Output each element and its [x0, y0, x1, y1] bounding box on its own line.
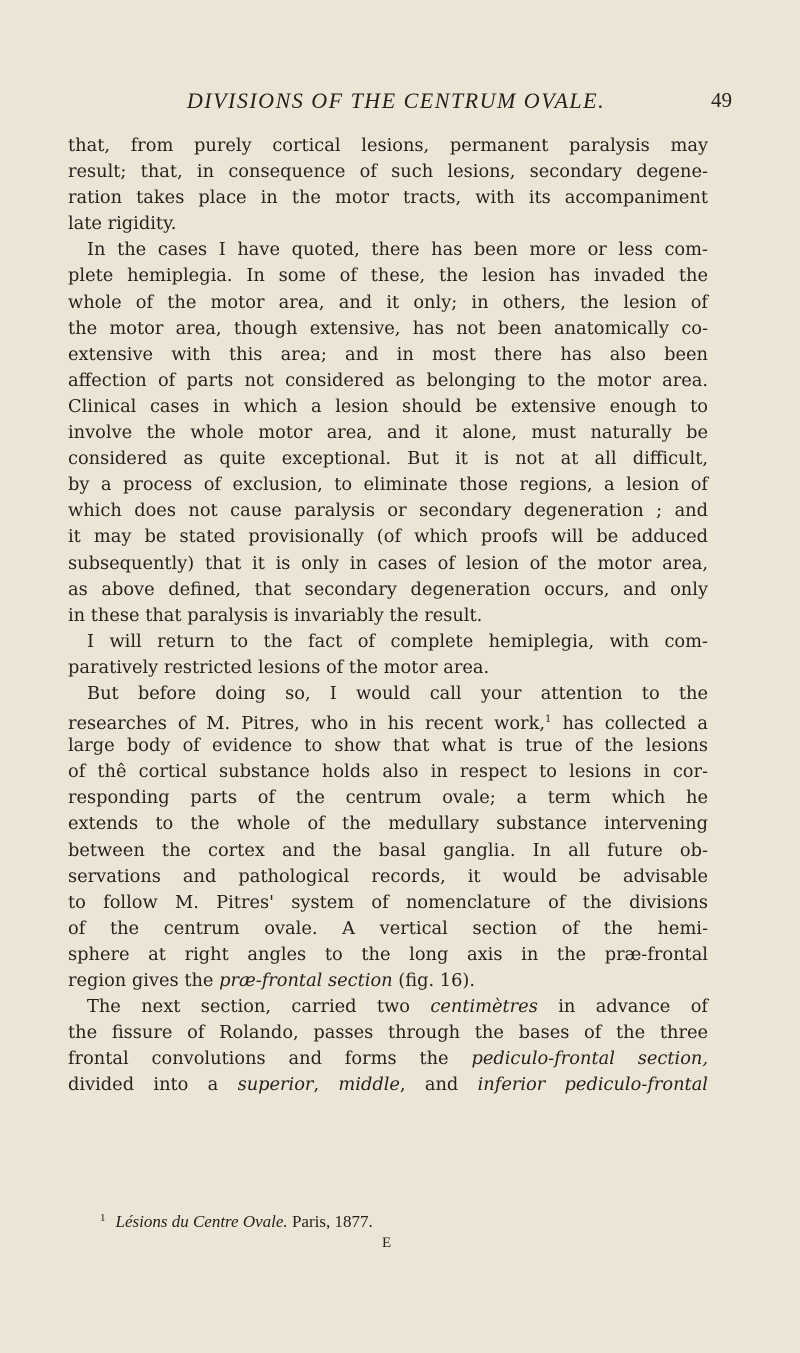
footnote-reference: 1 [545, 714, 552, 726]
text-line: as above defined, that secondary degeneration occurs, and only [68, 578, 708, 600]
text-line: But before doing so, I would call your attention to the [87, 682, 708, 704]
text-line: in these that paralysis is invariably the result. [68, 604, 483, 626]
text-line [68, 707, 708, 733]
text-line: Clinical cases in which a lesion should be extensive enough to [68, 395, 708, 417]
text-line: involve the whole motor area, and it alone, must naturally be [68, 422, 708, 444]
footnote-title: Lésions du Centre Ovale. [115, 1212, 288, 1231]
text-segment: region gives the [68, 970, 214, 991]
text-line: of the centrum ovale. A vertical section of the hemi- [68, 917, 708, 939]
running-title: DIVISIONS OF THE CENTRUM OVALE. [186, 88, 606, 113]
text-line [68, 994, 708, 1020]
page-number: 49 [711, 88, 732, 112]
text-line: whole of the motor area, and it only; in others, the lesion of [68, 291, 708, 313]
text-line: plete hemiplegia. In some of these, the lesion has invaded the [68, 265, 708, 287]
text-line: the motor area, though extensive, has not been anatomically co- [68, 317, 708, 339]
italic-term: superior [237, 1074, 314, 1096]
body-text [68, 133, 708, 1098]
text-line: servations and pathological records, it would be advisable [68, 865, 708, 887]
text-line: that, from purely cortical lesions, permanent paralysis may [68, 135, 708, 156]
text-line: large body of evidence to show that what is true of the lesions [68, 735, 708, 757]
text-line [68, 968, 708, 994]
text-segment: The next section, carried two [87, 996, 410, 1018]
text-line: sphere at right angles to the long axis in the præ-frontal [68, 943, 708, 965]
footnote [100, 1212, 373, 1232]
text-segment: frontal convolutions and forms the [68, 1048, 449, 1070]
text-line: it may be stated provisionally (of which proofs will be adduced [68, 526, 708, 548]
text-line: the fissure of Rolando, passes through the bases of the three [68, 1022, 708, 1044]
text-line: extends to the whole of the medullary substance intervening [68, 813, 708, 835]
text-line: late rigidity. [68, 213, 177, 235]
footnote-text: Paris, 1877. [287, 1212, 373, 1231]
text-segment: in advance of [537, 996, 708, 1018]
text-line: result; that, in consequence of such lesions, secondary degene- [68, 161, 708, 183]
text-line: affection of parts not considered as belonging to the motor area. [68, 369, 708, 391]
text-line: paratively restricted lesions of the motor area. [68, 656, 490, 678]
text-segment: divided into a [68, 1074, 219, 1096]
text-segment: , [313, 1074, 339, 1096]
footnote-marker: 1 [100, 1212, 106, 1224]
italic-term: inferior pediculo-frontal [477, 1074, 708, 1096]
text-line: by a process of exclusion, to eliminate those regions, a lesion of [68, 474, 708, 496]
text-segment: , and [399, 1074, 478, 1096]
italic-term: pediculo-frontal section, [471, 1048, 709, 1070]
italic-term: præ-frontal section [219, 970, 393, 991]
text-line: of thê cortical substance holds also in respect to lesions in cor- [68, 761, 708, 783]
text-line [68, 1046, 708, 1072]
text-line: subsequently) that it is only in cases of lesion of the motor area, [68, 552, 708, 574]
text-line: which does not cause paralysis or secondary degeneration ; and [68, 500, 708, 522]
text-line [68, 1072, 708, 1098]
italic-term: centimètres [430, 996, 538, 1018]
text-line: considered as quite exceptional. But it is not at all difficult, [68, 448, 708, 470]
text-line: I will return to the fact of complete hemiplegia, with com- [87, 630, 708, 652]
text-line: In the cases I have quoted, there has been more or less com- [87, 239, 708, 261]
text-line: to follow M. Pitres' system of nomenclature of the divisions [68, 891, 708, 913]
running-head [60, 88, 732, 120]
text-line: extensive with this area; and in most there has also been [68, 343, 708, 365]
italic-term: middle [338, 1074, 400, 1096]
text-segment: researches of M. Pitres, who in his recent work, [68, 713, 545, 735]
text-segment: (fig. 16). [392, 970, 475, 991]
text-line: between the cortex and the basal ganglia. In all future ob- [68, 839, 708, 861]
text-segment: has collected a [551, 713, 708, 735]
text-line: ration takes place in the motor tracts, with its accompaniment [68, 187, 708, 209]
signature-mark: E [382, 1235, 392, 1251]
text-line: responding parts of the centrum ovale; a term which he [68, 787, 708, 809]
